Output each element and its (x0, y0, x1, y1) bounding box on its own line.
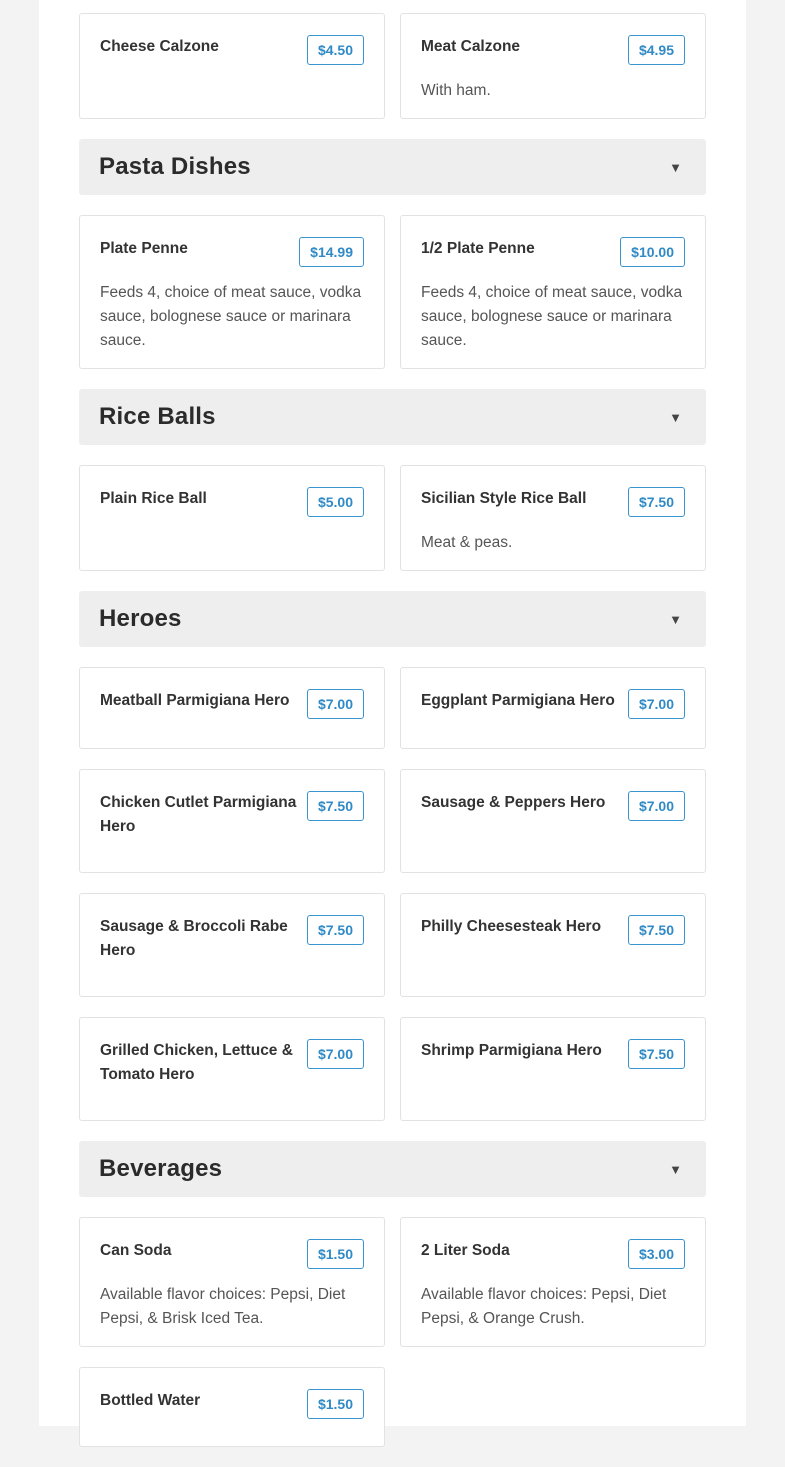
menu-item-price-button[interactable]: $7.00 (307, 689, 364, 719)
menu-item-header (100, 486, 364, 517)
menu-item-card[interactable] (79, 893, 385, 997)
menu-item-price-button[interactable]: $7.50 (628, 487, 685, 517)
section-title: Pasta Dishes (99, 153, 251, 180)
menu-item-price-button[interactable]: $7.00 (628, 791, 685, 821)
menu-item-price-button[interactable]: $4.50 (307, 35, 364, 65)
menu-item-card[interactable] (400, 667, 706, 749)
menu-item-header (100, 790, 364, 839)
menu-item-name: 1/2 Plate Penne (421, 240, 535, 257)
menu-items-grid-calzones (79, 13, 706, 139)
menu-item-name: Bottled Water (100, 1392, 201, 1409)
menu-item-name: Meat Calzone (421, 38, 521, 55)
menu-item-card[interactable] (400, 893, 706, 997)
menu-item-description: Available flavor choices: Pepsi, Diet Pepsi, & Orange Crush. (421, 1286, 667, 1327)
menu-item-price-button[interactable]: $5.00 (307, 487, 364, 517)
menu-item-header (421, 914, 685, 945)
menu-item-card[interactable] (79, 1367, 385, 1447)
menu-item-card[interactable] (400, 1217, 706, 1347)
menu-item-header (100, 34, 364, 65)
menu-item-name: 2 Liter Soda (421, 1242, 510, 1259)
menu-item-header (421, 1038, 685, 1069)
section-header-heroes[interactable] (79, 591, 706, 647)
menu-item-price-button[interactable]: $4.95 (628, 35, 685, 65)
menu-item-description: Feeds 4, choice of meat sauce, vodka sauce, bolognese sauce or marinara sauce. (421, 284, 683, 349)
menu-item-card[interactable] (79, 215, 385, 369)
menu-item-price-button[interactable]: $1.50 (307, 1239, 364, 1269)
caret-down-icon[interactable]: ▼ (669, 1161, 682, 1177)
section-title: Rice Balls (99, 403, 216, 430)
menu-item-card[interactable] (400, 769, 706, 873)
menu-item-header (421, 688, 685, 719)
menu-item-name: Sausage & Broccoli Rabe Hero (100, 918, 288, 959)
menu-item-price-button[interactable]: $10.00 (620, 237, 685, 267)
menu-item-header (100, 1388, 364, 1419)
menu-item-name: Shrimp Parmigiana Hero (421, 1042, 602, 1059)
menu-item-name: Plain Rice Ball (100, 490, 207, 507)
section-title: Beverages (99, 1155, 223, 1182)
section-header-riceballs[interactable] (79, 389, 706, 445)
menu-item-header (421, 486, 685, 517)
menu-item-header (421, 236, 685, 267)
section-header-beverages[interactable] (79, 1141, 706, 1197)
menu-item-price-button[interactable]: $7.50 (307, 791, 364, 821)
menu-item-header (100, 1038, 364, 1087)
menu-item-name: Meatball Parmigiana Hero (100, 692, 290, 709)
menu-item-card[interactable] (79, 465, 385, 571)
menu-item-header (421, 34, 685, 65)
menu-page (39, 0, 746, 1426)
menu-item-price-button[interactable]: $3.00 (628, 1239, 685, 1269)
menu-item-price-button[interactable]: $14.99 (299, 237, 364, 267)
menu-item-header (421, 1238, 685, 1269)
menu-item-name: Philly Cheesesteak Hero (421, 918, 602, 935)
caret-down-icon[interactable]: ▼ (669, 611, 682, 627)
menu-content (79, 0, 706, 1467)
section-header-pasta[interactable] (79, 139, 706, 195)
menu-items-grid-riceballs (79, 465, 706, 591)
menu-item-header (100, 1238, 364, 1269)
menu-items-grid-heroes (79, 667, 706, 1141)
menu-item-card[interactable] (79, 769, 385, 873)
caret-down-icon[interactable]: ▼ (669, 159, 682, 175)
menu-item-price-button[interactable]: $7.50 (307, 915, 364, 945)
menu-item-name: Can Soda (100, 1242, 172, 1259)
menu-item-card[interactable] (79, 13, 385, 119)
menu-item-header (100, 688, 364, 719)
menu-item-price-button[interactable]: $7.00 (307, 1039, 364, 1069)
menu-item-header (100, 914, 364, 963)
menu-items-grid-beverages (79, 1217, 706, 1467)
menu-item-description: Meat & peas. (421, 534, 513, 551)
menu-item-header (421, 790, 685, 821)
caret-down-icon[interactable]: ▼ (669, 409, 682, 425)
menu-item-description: Feeds 4, choice of meat sauce, vodka sauce, bolognese sauce or marinara sauce. (100, 284, 362, 349)
menu-item-card[interactable] (79, 1017, 385, 1121)
menu-item-price-button[interactable]: $7.50 (628, 915, 685, 945)
menu-item-name: Chicken Cutlet Parmigiana Hero (100, 794, 297, 835)
menu-item-card[interactable] (79, 667, 385, 749)
menu-item-name: Eggplant Parmigiana Hero (421, 692, 615, 709)
menu-item-price-button[interactable]: $7.50 (628, 1039, 685, 1069)
menu-item-header (100, 236, 364, 267)
menu-item-name: Grilled Chicken, Lettuce & Tomato Hero (100, 1042, 293, 1083)
menu-item-card[interactable] (400, 1017, 706, 1121)
menu-item-name: Sicilian Style Rice Ball (421, 490, 587, 507)
menu-item-card[interactable] (400, 465, 706, 571)
section-title: Heroes (99, 605, 182, 632)
menu-item-price-button[interactable]: $7.00 (628, 689, 685, 719)
menu-item-description: Available flavor choices: Pepsi, Diet Pepsi, & Brisk Iced Tea. (100, 1286, 346, 1327)
menu-item-name: Plate Penne (100, 240, 188, 257)
menu-item-name: Sausage & Peppers Hero (421, 794, 606, 811)
menu-item-card[interactable] (400, 13, 706, 119)
menu-item-card[interactable] (400, 215, 706, 369)
menu-item-price-button[interactable]: $1.50 (307, 1389, 364, 1419)
menu-item-description: With ham. (421, 82, 491, 99)
menu-items-grid-pasta (79, 215, 706, 389)
menu-item-name: Cheese Calzone (100, 38, 219, 55)
menu-item-card[interactable] (79, 1217, 385, 1347)
